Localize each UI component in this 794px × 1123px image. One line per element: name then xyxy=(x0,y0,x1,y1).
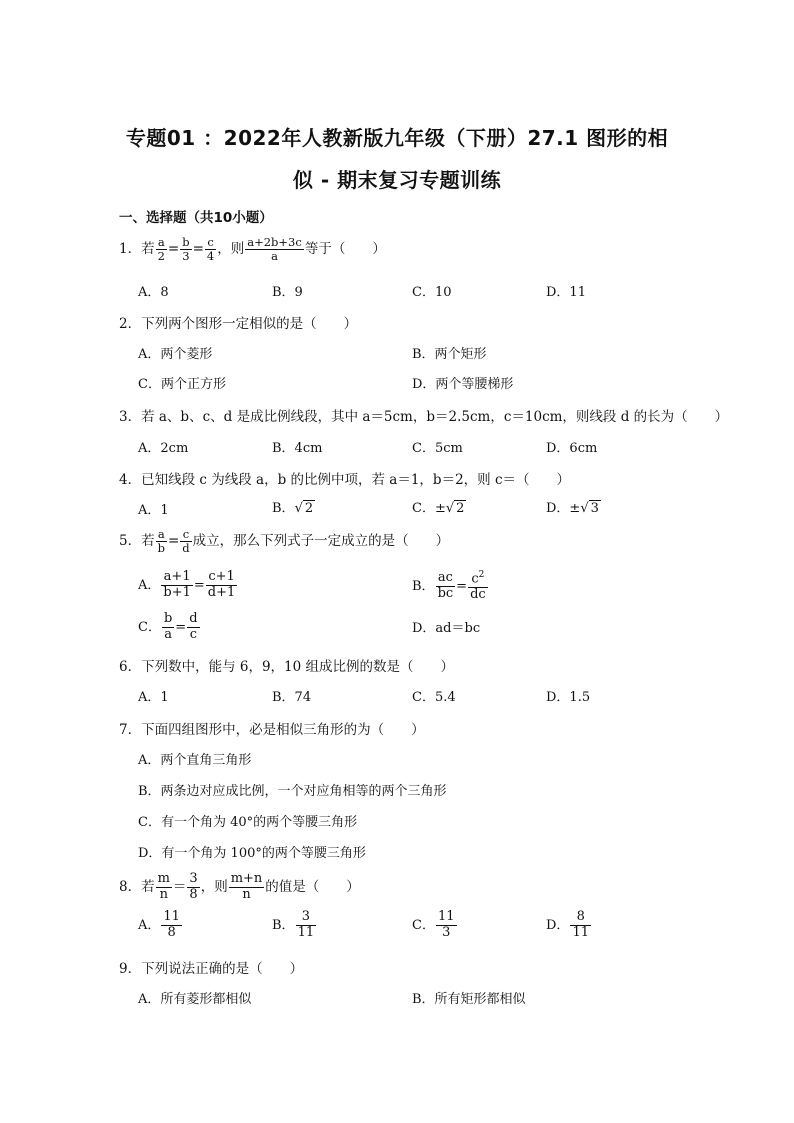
question-8: 8．若 $\frac{m}{n}$ ＝ $\frac{3}{8}$ ，则 $\frac{m+n}{n}$ 的值是（ ） xyxy=(119,871,360,902)
q6-option-b: B．74 xyxy=(272,690,312,705)
question-1: 1．若 $\frac{a}{2}$ = $\frac{b}{3}$ = $\frac{c}{4}$ ，则 $\frac{a+2b+3c}{a}$ 等于（ ） xyxy=(119,235,386,264)
fraction: $\frac{3}{11}$ xyxy=(297,909,315,940)
document-title-line-2: 似 - 期末复习专题训练 xyxy=(292,168,502,192)
q2-option-b: B．两个矩形 xyxy=(412,347,487,362)
fraction: $\frac{m}{n}$ xyxy=(157,871,170,902)
fraction: $\frac{ac}{bc}$ xyxy=(437,570,454,602)
fraction: $\frac{11}{8}$ xyxy=(163,909,180,940)
fraction: $\frac{c+1}{d+1}$ xyxy=(207,569,236,600)
q6-option-a: A．1 xyxy=(138,690,169,705)
q3-option-b: B．4cm xyxy=(272,441,323,456)
sqrt: √ 2 xyxy=(294,501,314,516)
fraction: $\frac{8}{11}$ xyxy=(572,909,589,940)
q6-option-d: D．1.5 xyxy=(546,690,591,705)
fraction: $\frac{c}{d}$ xyxy=(182,527,190,556)
q8-option-c: C． $\frac{11}{3}$ xyxy=(412,909,455,940)
q2-option-c: C．两个正方形 xyxy=(138,377,226,392)
fraction: $\frac{b}{a}$ xyxy=(163,611,173,642)
fraction: $\frac{a}{b}$ xyxy=(157,527,165,556)
document-title-line-1: 专题01 ：2022年人教新版九年级（下册）27.1 图形的相 xyxy=(125,126,669,150)
question-6: 6．下列数中，能与 6，9，10 组成比例的数是（ ） xyxy=(119,659,455,675)
sqrt: √ 2 xyxy=(445,501,465,516)
q3-option-a: A．2cm xyxy=(138,441,189,456)
q4-option-b: B．√ 2 xyxy=(272,501,314,516)
sqrt: √ 3 xyxy=(580,501,599,516)
fraction: $\frac{3}{8}$ xyxy=(189,871,198,902)
fraction: $\frac{m+n}{n}$ xyxy=(230,871,263,902)
fraction: $\frac{c^2}{dc}$ xyxy=(470,570,486,603)
q7-option-c: C．有一个角为 40°的两个等腰三角形 xyxy=(138,815,358,830)
q5-option-d: D．ad＝bc xyxy=(412,621,481,636)
q5-option-a: A． $\frac{a+1}{b+1}$ = $\frac{c+1}{d+1}$ xyxy=(138,569,236,600)
q7-option-a: A．两个直角三角形 xyxy=(138,753,252,768)
q3-option-c: C．5cm xyxy=(412,441,463,456)
q2-option-d: D．两个等腰梯形 xyxy=(412,377,514,392)
fraction: $\frac{a}{2}$ xyxy=(157,235,165,264)
q4-option-a: A．1 xyxy=(138,503,169,518)
q8-option-b: B． $\frac{3}{11}$ xyxy=(272,909,315,940)
q5-option-c: C． $\frac{b}{a}$ = $\frac{d}{c}$ xyxy=(138,611,198,642)
fraction: $\frac{c}{4}$ xyxy=(206,235,215,264)
q1-option-b: B．9 xyxy=(272,285,303,300)
q1-option-d: D．11 xyxy=(546,285,586,300)
q7-option-b: B．两条边对应成比例，一个对应角相等的两个三角形 xyxy=(138,784,447,799)
question-7: 7．下面四组图形中，必是相似三角形的为（ ） xyxy=(119,722,425,738)
q5-option-b: B． $\frac{ac}{bc}$ = $\frac{c^2}{dc}$ xyxy=(412,570,486,603)
q9-option-a: A．所有菱形都相似 xyxy=(138,992,252,1007)
q8-option-a: A． $\frac{11}{8}$ xyxy=(138,909,180,940)
q9-option-b: B．所有矩形都相似 xyxy=(412,992,526,1007)
question-2: 2．下列两个图形一定相似的是（ ） xyxy=(119,316,358,332)
fraction: $\frac{a+1}{b+1}$ xyxy=(163,569,191,600)
q6-option-c: C．5.4 xyxy=(412,690,456,705)
q4-option-d: D．±√ 3 xyxy=(546,501,599,516)
q4-option-c: C．±√ 2 xyxy=(412,501,465,516)
fraction: $\frac{11}{3}$ xyxy=(437,909,455,940)
q1-option-c: C．10 xyxy=(412,285,452,300)
fraction: $\frac{a+2b+3c}{a}$ xyxy=(247,235,302,264)
question-3: 3．若 a、b、c、d 是成比例线段，其中 a＝5cm，b＝2.5cm，c＝10cm，则线段 d 的长为（ ） xyxy=(119,409,729,425)
q3-option-d: D．6cm xyxy=(546,441,598,456)
section-heading: 一、选择题（共10小题） xyxy=(119,210,273,226)
q8-option-d: D． $\frac{8}{11}$ xyxy=(546,909,589,940)
fraction: $\frac{d}{c}$ xyxy=(189,611,198,642)
question-9: 9．下列说法正确的是（ ） xyxy=(119,961,304,977)
q7-option-d: D．有一个角为 100°的两个等腰三角形 xyxy=(138,846,366,861)
q2-option-a: A．两个菱形 xyxy=(138,347,213,362)
q1-option-a: A．8 xyxy=(138,285,169,300)
question-5: 5．若 $\frac{a}{b}$ = $\frac{c}{d}$ 成立，那么下列式子一定成立的是（ ） xyxy=(119,527,450,556)
fraction: $\frac{b}{3}$ xyxy=(182,235,190,264)
question-4: 4．已知线段 c 为线段 a，b 的比例中项，若 a＝1，b＝2，则 c＝（ ） xyxy=(119,472,571,488)
